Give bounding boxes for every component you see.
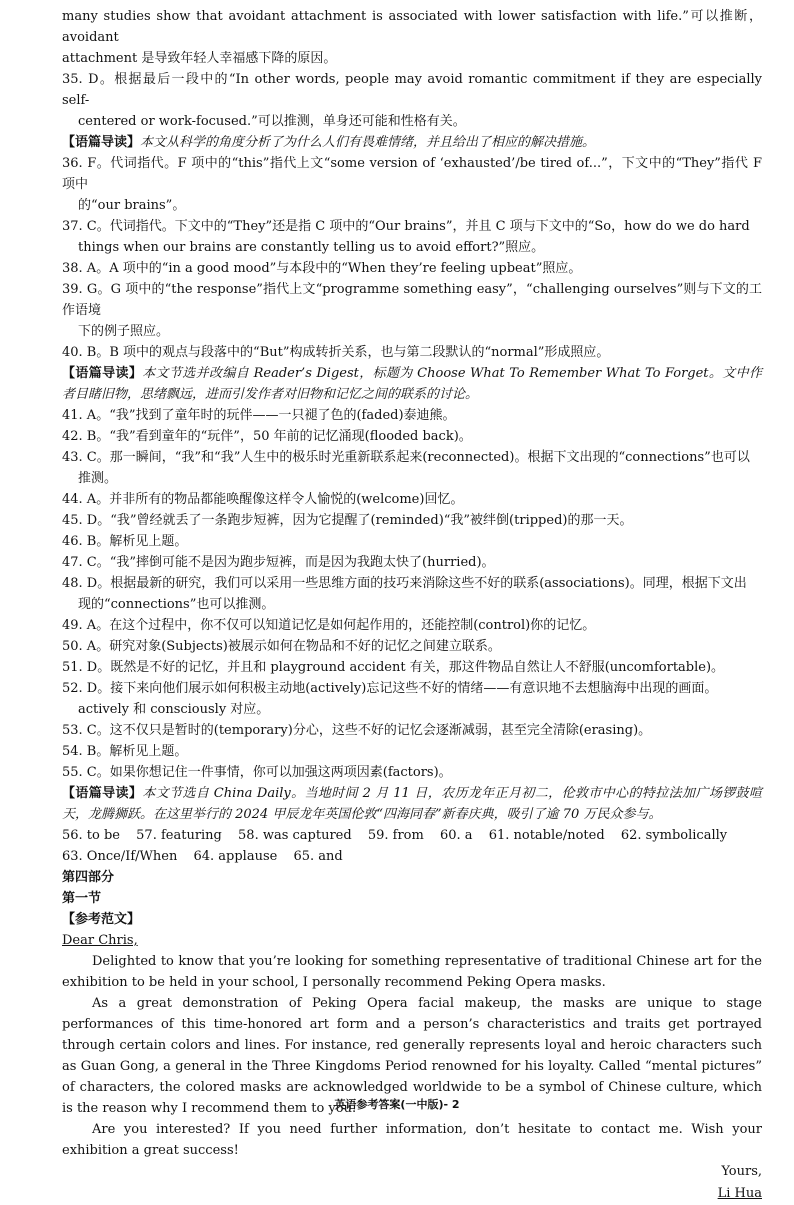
answer-text: 41. A。“我”找到了童年时的玩伴——一只褪了色的(faded)泰迪熊。 <box>62 408 456 423</box>
answer-item <box>62 69 762 132</box>
fill-answer: 58. was captured <box>238 828 352 843</box>
answer-text: 43. C。那一瞬间，“我”和“我”人生中的极乐时光重新联系起来(reconnected)。根据下文出现的“connections”也可以 <box>62 450 750 465</box>
answer-text: 54. B。解析见上题。 <box>62 744 188 759</box>
answer-text: 47. C。“我”摔倒可能不是因为跑步短裤，而是因为我跑太快了(hurried)。 <box>62 555 495 570</box>
answer-text: 45. D。“我”曾经就丢了一条跑步短裤，因为它提醒了(reminded)“我”被绊倒(tripped)的那一天。 <box>62 513 633 528</box>
answer-item <box>62 342 762 363</box>
guide-label: 【语篇导读】 <box>62 366 143 381</box>
answer-text: 36. F。代词指代。F 项中的“this”指代上文“some version of ‘exhausted’/be tired of...”，下文中的“They”指代 F 项中 <box>62 156 762 192</box>
answer-item <box>62 258 762 279</box>
text-line: many studies show that avoidant attachment is associated with lower satisfaction with life.”可以推断，avoidant <box>62 9 762 45</box>
guide-text: 本文从科学的角度分析了为什么人们有畏难情绪，并且给出了相应的解决措施。 <box>140 135 596 150</box>
answer-text: 39. G。G 项中的“the response”指代上文“programme something easy”，“challenging ourselves”则与下文的工作语境 <box>62 282 762 318</box>
letter-paragraph: Delighted to know that you’re looking for something representative of traditional Chinese art for the exhibition to be held in your school, I personally recommend Peking Opera masks. <box>62 954 762 990</box>
answer-text: 55. C。如果你想记住一件事情，你可以加强这两项因素(factors)。 <box>62 765 452 780</box>
answer-text: 50. A。研究对象(Subjects)被展示如何在物品和不好的记忆之间建立联系。 <box>62 639 501 654</box>
passage-guide <box>62 783 762 825</box>
letter-closing: Yours, <box>721 1164 762 1179</box>
fill-answers-row <box>62 825 762 846</box>
answer-text: 37. C。代词指代。下文中的“They”还是指 C 项中的“Our brains”，并且 C 项与下文中的“So，how do we do hard <box>62 219 750 234</box>
guide-text: 。当地时间 2 月 11 日，农历龙年正月初二，伦敦市中心的特拉法加广场锣鼓喧天，龙腾狮跃。在这里举行的 2024 甲辰龙年英国伦敦“四海同春”新春庆典，吸引了逾 70 万民众参与。 <box>62 786 762 822</box>
answer-text: 49. A。在这个过程中，你不仅可以知道记忆是如何起作用的，还能控制(control)你的记忆。 <box>62 618 596 633</box>
guide-label: 【语篇导读】 <box>62 786 143 801</box>
answer-continuation: centered or work-focused.”可以推测，单身还可能和性格有关。 <box>78 114 466 129</box>
answer-text: 46. B。解析见上题。 <box>62 534 188 549</box>
answer-continuation: actively 和 consciously 对应。 <box>78 702 270 717</box>
letter-salutation: Dear Chris, <box>62 933 138 948</box>
top-continuation <box>62 6 762 69</box>
answer-item <box>62 153 762 216</box>
answer-text: 48. D。根据最新的研究，我们可以采用一些思维方面的技巧来消除这些不好的联系(associations)。同理，根据下文出 <box>62 576 747 591</box>
answer-text: 42. B。“我”看到童年的“玩伴”，50 年前的记忆涌现(flooded back)。 <box>62 429 472 444</box>
fill-answers-row <box>62 846 762 867</box>
answer-continuation: 的“our brains”。 <box>78 198 186 213</box>
guide-text-pre: 本文节选自 <box>142 786 214 801</box>
answer-text: 53. C。这不仅只是暂时的(temporary)分心，这些不好的记忆会逐渐减弱，甚至完全清除(erasing)。 <box>62 723 652 738</box>
passage-guide <box>62 132 762 153</box>
text-line: attachment 是导致年轻人幸福感下降的原因。 <box>62 51 337 66</box>
answer-text: 38. A。A 项中的“in a good mood”与本段中的“When they’re feeling upbeat”照应。 <box>62 261 582 276</box>
sample-heading: 【参考范文】 <box>62 912 141 927</box>
letter-paragraph: Are you interested? If you need further information, don’t hesitate to contact me. Wish your exhibition a great success! <box>62 1122 762 1158</box>
answer-text: 52. D。接下来向他们展示如何积极主动地(actively)忘记这些不好的情绪——有意识地不去想脑海中出现的画面。 <box>62 681 718 696</box>
fill-answer: 63. Once/If/When <box>62 849 178 864</box>
fill-answer: 65. and <box>293 849 343 864</box>
answer-item <box>62 279 762 342</box>
answer-continuation: things when our brains are constantly telling us to avoid effort?”照应。 <box>78 240 545 255</box>
answer-continuation: 现的“connections”也可以推测。 <box>78 597 275 612</box>
answer-continuation: 推测。 <box>78 471 118 486</box>
answer-text: 40. B。B 项中的观点与段落中的“But”构成转折关系，也与第二段默认的“normal”形成照应。 <box>62 345 610 360</box>
section-heading: 第一节 <box>62 891 102 906</box>
answer-text: 35. D。根据最后一段中的“In other words, people may avoid romantic commitment if they are especially self- <box>62 72 762 108</box>
fill-answer: 56. to be <box>62 828 121 843</box>
guide-label: 【语篇导读】 <box>62 135 141 150</box>
answer-text: 44. A。并非所有的物品都能唤醒像这样令人愉悦的(welcome)回忆。 <box>62 492 464 507</box>
answer-item <box>62 216 762 258</box>
part-heading: 第四部分 <box>62 870 115 885</box>
letter-paragraph: As a great demonstration of Peking Opera facial makeup, the masks are unique to stage performances of this time-honored art form and a person’s characteristics and traits get portrayed through certain colors and lines. For instance, red generally represents loyal and heroic characters such as Guan Gong, a general in the Three Kingdoms Period renowned for his loyalty. Called “mental pictures” of characters, the colored masks are acknowledged worldwide to be a symbol of Chinese culture, which is the reason why I recommend them to you. <box>62 996 762 1116</box>
fill-answer: 59. from <box>367 828 424 843</box>
answer-list-b <box>62 153 762 363</box>
answer-text: 51. D。既然是不好的记忆，并且和 playground accident 有关，那这件物品自然让人不舒服(uncomfortable)。 <box>62 660 725 675</box>
fill-answer: 61. notable/noted <box>488 828 605 843</box>
guide-text: 本文节选并改编自 Reader’s Digest，标题为 Choose What To Remember What To Forget。文中作者目睹旧物，思绪飘远，进而引发作者对旧物和记忆之间的联系的讨论。 <box>62 366 762 402</box>
sample-letter <box>62 930 762 1205</box>
page-footer: 英语参考答案(一中版)- 2 <box>334 1098 460 1111</box>
fill-answer: 60. a <box>439 828 473 843</box>
fill-answer: 57. featuring <box>136 828 222 843</box>
passage-guide <box>62 363 762 405</box>
answer-list-c <box>62 405 762 783</box>
answer-page <box>62 6 762 1205</box>
answer-continuation: 下的例子照应。 <box>78 324 170 339</box>
fill-answer: 62. symbolically <box>620 828 728 843</box>
letter-signoff <box>62 1161 762 1205</box>
fill-answer: 64. applause <box>193 849 278 864</box>
letter-signature: Li Hua <box>717 1186 762 1201</box>
guide-source: China Daily <box>213 786 291 801</box>
